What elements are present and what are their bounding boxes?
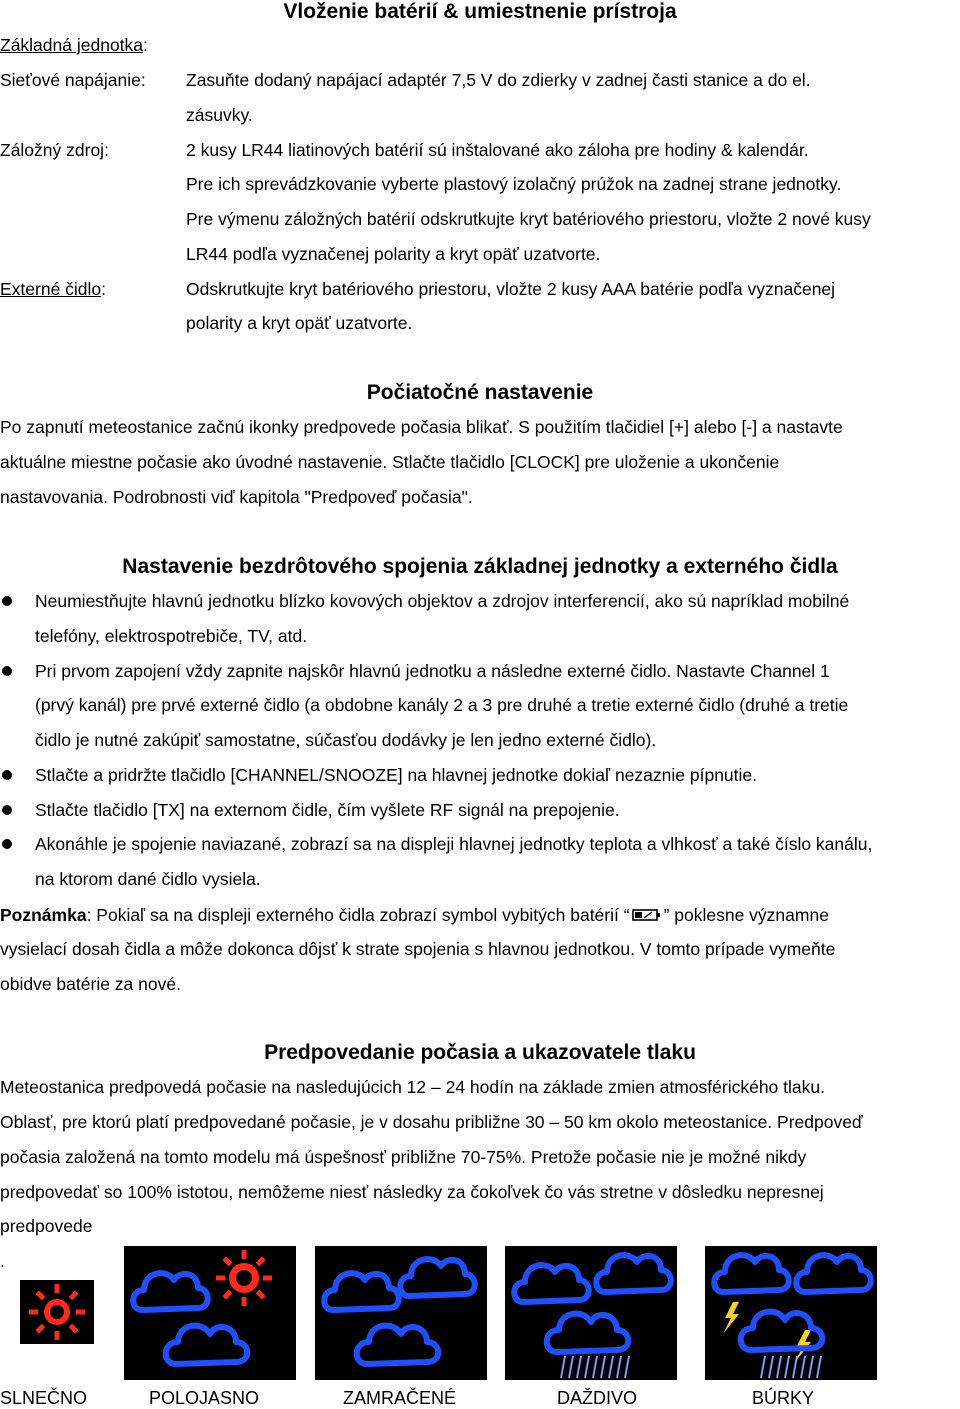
icon-caption: POLOJASNO	[149, 1388, 260, 1408]
base-unit-colon: :	[143, 35, 148, 55]
paragraph-line: počasia založená na tomto modelu má úspešnosť približne 70-75%. Pretože počasie nie je možné nikdy	[0, 1147, 807, 1167]
paragraph-line: .	[0, 1251, 5, 1271]
bullet-text: čidlo je nutné zakúpiť samostatne, súčasťou dodávky je len jedno externé čidlo).	[35, 730, 657, 750]
backup-text: Pre výmenu záložných batérií odskrutkujte kryt batériového priestoru, vložte 2 nové kusy	[186, 209, 871, 229]
sensor-text: polarity a kryt opäť uzatvorte.	[186, 313, 413, 333]
icon-caption: BÚRKY	[752, 1388, 815, 1408]
icon-caption: DAŽDIVO	[557, 1388, 638, 1408]
note-line: vysielací dosah čidla a môže dokonca dôjsť k strate spojenia s hlavnou jednotkou. V tomto prípade vymeňte	[0, 939, 836, 959]
backup-text: 2 kusy LR44 liatinových batérií sú inštalované ako záloha pre hodiny & kalendár.	[186, 140, 809, 160]
mains-text: Zasuňte dodaný napájací adaptér 7,5 V do zdierky v zadnej časti stanice a do el.	[186, 70, 811, 90]
paragraph-line: Oblasť, pre ktorú platí predpovedané počasie, je v dosahu približne 30 – 50 km okolo meteostanice. Predpoveď	[0, 1112, 863, 1132]
sensor-heading	[0, 278, 106, 300]
bullet-icon	[2, 805, 12, 815]
paragraph-line: nastavovania. Podrobnosti viď kapitola "Predpoveď počasia".	[0, 487, 473, 507]
partly-cloudy-icon	[124, 1246, 296, 1380]
low-battery-icon	[632, 908, 662, 922]
backup-label: Záložný zdroj:	[0, 140, 109, 160]
paragraph-line: predpovede	[0, 1216, 93, 1236]
sun-icon	[20, 1280, 94, 1344]
icon-caption: ZAMRAČENÉ	[343, 1388, 457, 1408]
note-label: Poznámka	[0, 905, 87, 925]
bullet-text: na ktorom dané čidlo vysiela.	[35, 869, 261, 889]
bullet-icon	[2, 839, 12, 849]
note-text: : Pokiaľ sa na displeji externého čidla zobrazí symbol vybitých batérií “	[86, 905, 630, 925]
bullet-icon	[2, 596, 12, 606]
bullet-text: Akonáhle je spojenie naviazané, zobrazí sa na displeji hlavnej jednotky teplota a vlhkosť a také číslo kanálu,	[35, 834, 873, 854]
rain-icon	[505, 1246, 677, 1380]
mains-label: Sieťové napájanie:	[0, 70, 146, 90]
cloudy-icon	[315, 1246, 487, 1380]
bullet-text: Pri prvom zapojení vždy zapnite najskôr hlavnú jednotku a následne externé čidlo. Nastavte Channel 1	[35, 661, 830, 681]
paragraph-line: Po zapnutí meteostanice začnú ikonky predpovede počasia blikať. S použitím tlačidiel [+] alebo [-] a nastavte	[0, 417, 843, 437]
bullet-icon	[2, 770, 12, 780]
bullet-text: Neumiestňujte hlavnú jednotku blízko kovových objektov a zdrojov interferencií, ako sú napríklad mobilné	[35, 591, 850, 611]
icon-caption: SLNEČNO	[0, 1388, 88, 1408]
bullet-icon	[2, 666, 12, 676]
sensor-colon: :	[101, 279, 107, 299]
mains-text: zásuvky.	[186, 105, 253, 125]
note-line: obidve batérie za nové.	[0, 974, 181, 994]
paragraph-line: Meteostanica predpovedá počasie na nasledujúcich 12 – 24 hodín na základe zmien atmosférického tlaku.	[0, 1077, 825, 1097]
storm-icon	[705, 1246, 877, 1380]
bullet-text: Stlačte tlačidlo [TX] na externom čidle, čím vyšlete RF signál na prepojenie.	[35, 800, 620, 820]
note-line	[0, 904, 829, 926]
note-text: ” poklesne významne	[663, 905, 829, 925]
sensor-text: Odskrutkujte kryt batériového priestoru, vložte 2 kusy AAA batérie podľa vyznačenej	[186, 279, 836, 299]
section-title-batteries: Vloženie batérií & umiestnenie prístroja	[283, 0, 677, 23]
base-unit-heading	[0, 34, 148, 56]
bullet-text: Stlačte a pridržte tlačidlo [CHANNEL/SNOOZE] na hlavnej jednotke dokiaľ nezaznie pípnutie.	[35, 765, 758, 785]
backup-text: Pre ich sprevádzkovanie vyberte plastový izolačný prúžok na zadnej strane jednotky.	[186, 174, 842, 194]
paragraph-line: predpovedať so 100% istotou, nemôžeme niesť následky za čokoľvek čo vás stretne v dôsledku nepresnej	[0, 1182, 824, 1202]
bullet-text: (prvý kanál) pre prvé externé čidlo (a obdobne kanály 2 a 3 pre druhé a tretie externé čidlo (druhé a tretie	[35, 695, 849, 715]
base-unit-label: Základná jednotka	[0, 35, 144, 55]
backup-text: LR44 podľa vyznačenej polarity a kryt opäť uzatvorte.	[186, 244, 601, 264]
paragraph-line: aktuálne miestne počasie ako úvodné nastavenie. Stlačte tlačidlo [CLOCK] pre uloženie a ukončenie	[0, 452, 780, 472]
bullet-text: telefóny, elektrospotrebiče, TV, atd.	[35, 626, 308, 646]
section-title-forecast: Predpovedanie počasia a ukazovatele tlaku	[264, 1041, 696, 1064]
section-title-initial-setup: Počiatočné nastavenie	[366, 381, 594, 404]
section-title-wireless: Nastavenie bezdrôtového spojenia základnej jednotky a externého čidla	[122, 555, 838, 578]
sensor-label: Externé čidlo	[0, 279, 102, 299]
